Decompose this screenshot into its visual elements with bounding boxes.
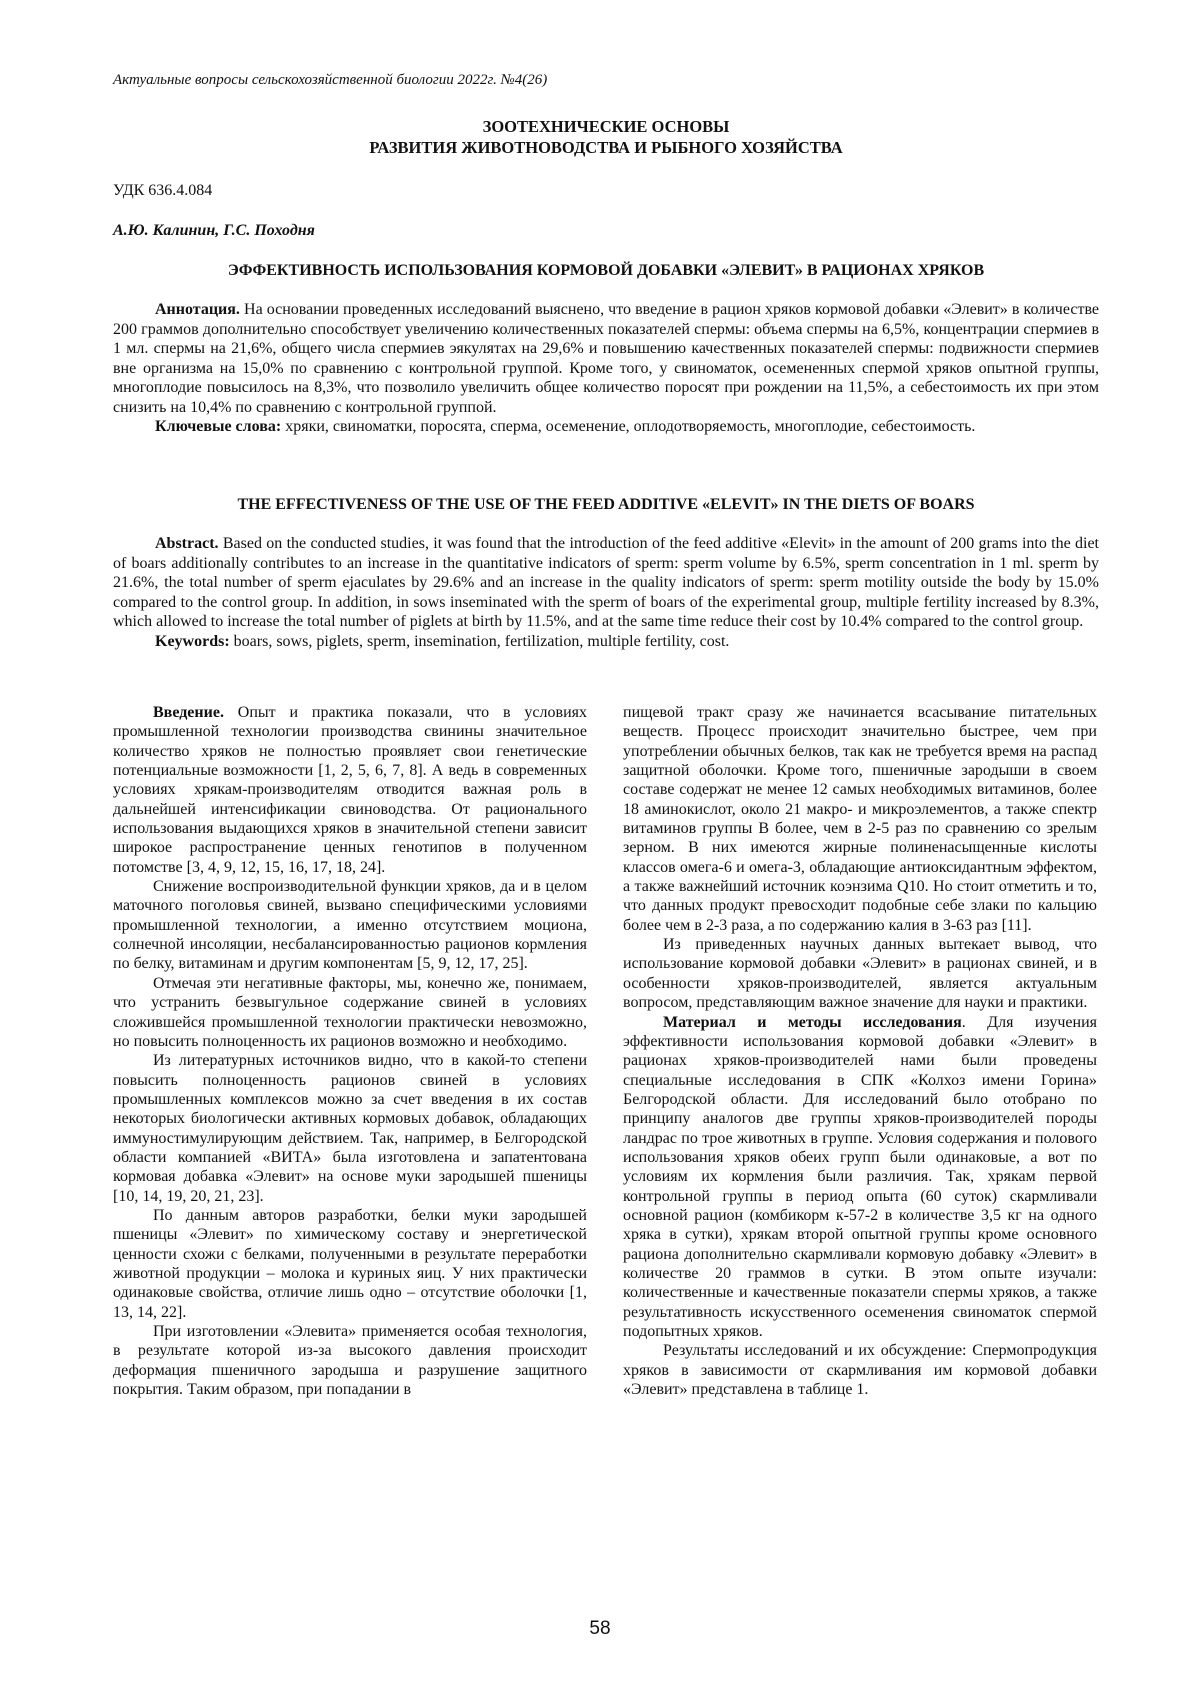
keywords-en-text: boars, sows, piglets, sperm, insemination, fertilization, multiple fertility, cost. [233, 632, 730, 650]
intro-label: Введение. [153, 704, 224, 721]
body-paragraph-continued: пищевой тракт сразу же начинается всасывание питательных веществ. Процесс происходит значительно быстрее, чем при употреблении обычных белков, так как не требуется время на распад защитной оболочки. Кроме того, пшеничные зародыши в своем составе содержат не менее 12 самых необходимых витаминов, более 18 аминокислот, около 21 макро- и микроэлементов, а также спектр витаминов группы В более, чем в 2-5 раз по сравнению со зрелым зерном. В них имеются жирные полиненасыщенные кислоты классов омега-6 и омега-3, обладающие антиоксидантным эффектом, а также важнейший источник коэнзима Q10. Но стоит отметить и то, что данных продукт превосходит подобные себе злаки по кальцию более чем в 2-3 раза, а по содержанию калия в 3-63 раз [11]. [623, 704, 1097, 934]
methods-paragraph [623, 1013, 1097, 1342]
methods-label: Материал и методы исследования [663, 1013, 962, 1031]
section-heading-line-2: РАЗВИТИЯ ЖИВОТНОВОДСТВА И РЫБНОГО ХОЗЯЙСТВА [369, 138, 843, 157]
udc-code: УДК 636.4.084 [113, 182, 213, 199]
abstract-ru-label: Аннотация. [155, 301, 240, 318]
abstract-en-text: Based on the conducted studies, it was found that the introduction of the feed additive «Elevit» in the amount of 200 grams into the diet of boars additionally contributes to an increase in the quantitative indicators of sperm: sperm volume by 6.5%, sperm concentration in 1 ml. sperm by 21.6%, the total number of sperm ejaculates by 29.6% and an increase in the quality indicators of sperm: sperm motility outside the body by 15.0% compared to the control group. In addition, in sows inseminated with the sperm of boars of the experimental group, multiple fertility increased by 8.3%, which allowed to increase the total number of piglets at birth by 11.5%, and at the same time reduce their cost by 10.4% compared to the control group. [113, 535, 1099, 630]
body-paragraph: По данным авторов разработки, белки муки зародышей пшеницы «Элевит» по химическому составу и энергетической ценности схожи с белками, полученными в результате переработки животной продукции – молока и куриных яиц. У них практически одинаковые свойства, отличие лишь одно – отсутствие оболочки [1, 13, 14, 22]. [113, 1206, 587, 1321]
body-paragraph: Снижение воспроизводительной функции хряков, да и в целом маточного поголовья свиней, вызвано специфическими условиями промышленной технологии, а именно отсутствием моциона, солнечной инсоляции, несбалансированностью рационов кормления по белку, витаминам и другим компонентам [5, 9, 12, 17, 25]. [113, 878, 587, 973]
body-column-right [623, 703, 1097, 1399]
body-text: Опыт и практика показали, что в условиях промышленной технологии производства свинины значительное количество хряков не полностью проявляет свои генетические потенциальные возможности [1, 2, 5, 6, 7, 8]. А ведь в современных условиях хрякам-производителям отводится важная роль в дальнейшей интенсификации свиноводства. От рационального использования выдающихся хряков в значительной степени зависит широкое распространение ценных генотипов в полученном потомстве [3, 4, 9, 12, 15, 16, 17, 18, 24]. [113, 704, 587, 876]
abstract-en [113, 534, 1099, 651]
body-paragraph: Из литературных источников видно, что в какой-то степени повысить полноценность рационов свиней в условиях промышленных комплексов можно за счет введения в их состав некоторых биологически активных кормовых добавок, обладающих иммуностимулирующим действием. Так, например, в Белгородской области компанией «ВИТА» была изготовлена и запатентована кормовая добавка «Элевит» на основе муки зародышей пшеницы [10, 14, 19, 20, 21, 23]. [113, 1052, 587, 1205]
body-text: . Для изучения эффективности использования кормовой добавки «Элевит» в рационах хряков-производителей нами были проведены специальные исследования в СПК «Колхоз имени Горина» Белгородской области. Для исследований было отобрано по принципу аналогов две группы хряков-производителей породы ландрас по трое животных в группе. Условия содержания и полового использования хряков обеих групп были одинаковые, а вот по условиям их кормления были различия. Так, хрякам первой контрольной группы в период опыта (60 суток) скармливали основной рацион (комбикорм к-57-2 в количестве 3,5 кг на одного хряка в сутки), хрякам второй опытной группы кроме основного рациона дополнительно скармливали кормовую добавку «Элевит» в количестве 20 граммов в сутки. В этом опыте изучали: количественные и качественные показатели спермы хряков, а также результативность искусственного осеменения свиноматок спермой подопытных хряков. [623, 1013, 1098, 1340]
abstract-ru-text: На основании проведенных исследований выяснено, что введение в рацион хряков кормовой добавки «Элевит» в количестве 200 граммов дополнительно способствует увеличению количественных показателей спермы: объема спермы на 6,5%, концентрации спермиев в 1 мл. спермы на 21,6%, общего числа спермиев эякулятах на 29,6% и повышению качественных показателей спермы: подвижности спермиев вне организма на 15,0% по сравнению с контрольной группой. Кроме того, у свиноматок, осемененных спермой хряков опытной группы, многоплодие повысилось на 8,3%, что позволило увеличить общее количество поросят при рождении на 11,5%, а себестоимость их при этом снизить на 10,4% по сравнению с контрольной группой. [113, 301, 1100, 416]
intro-paragraph [113, 703, 587, 877]
body-paragraph: При изготовлении «Элевита» применяется особая технология, в результате которой из-за высокого давления происходит деформация пшеничного зародыша и разрушение защитного покрытия. Таким образом, при попадании в [113, 1323, 587, 1399]
authors: А.Ю. Калинин, Г.С. Походня [113, 222, 315, 239]
body-column-left [113, 703, 587, 1399]
section-heading-line-1: ЗООТЕХНИЧЕСКИЕ ОСНОВЫ [482, 117, 730, 136]
page-number: 58 [589, 1618, 611, 1639]
keywords-en-label: Keywords: [155, 632, 230, 650]
body-paragraph: Из приведенных научных данных вытекает вывод, что использование кормовой добавки «Элевит» в рационах свиней, и в особенности хряков-производителей, является актуальным вопросом, представляющим важное значение для науки и практики. [623, 936, 1097, 1012]
article-title-en: THE EFFECTIVENESS OF THE USE OF THE FEED ADDITIVE «ELEVIT» IN THE DIETS OF BOARS [237, 496, 975, 513]
abstract-ru-paragraph [113, 300, 1099, 417]
body-paragraph: Результаты исследований и их обсуждение: Спермопродукция хряков в зависимости от скармливания им кормовой добавки «Элевит» представлена в таблице 1. [623, 1342, 1097, 1399]
keywords-ru-label: Ключевые слова: [155, 418, 282, 435]
article-title-ru: ЭФФЕКТИВНОСТЬ ИСПОЛЬЗОВАНИЯ КОРМОВОЙ ДОБАВКИ «ЭЛЕВИТ» В РАЦИОНАХ ХРЯКОВ [227, 262, 985, 279]
keywords-en [113, 632, 1099, 652]
keywords-ru [113, 417, 1099, 437]
abstract-ru [113, 300, 1099, 437]
journal-header: Актуальные вопросы сельскохозяйственной биологии 2022г. №4(26) [113, 72, 548, 88]
abstract-en-label: Abstract. [155, 535, 219, 552]
body-paragraph: Отмечая эти негативные факторы, мы, конечно же, понимаем, что устранить безвыгульное содержание свиней в условиях сложившейся промышленной технологии практически невозможно, но повысить полноценность их рационов возможно и необходимо. [113, 974, 587, 1050]
abstract-en-paragraph [113, 534, 1099, 632]
keywords-ru-text: хряки, свиноматки, поросята, сперма, осеменение, оплодотворяемость, многоплодие, себестоимость. [285, 418, 976, 435]
section-heading [113, 116, 1099, 158]
